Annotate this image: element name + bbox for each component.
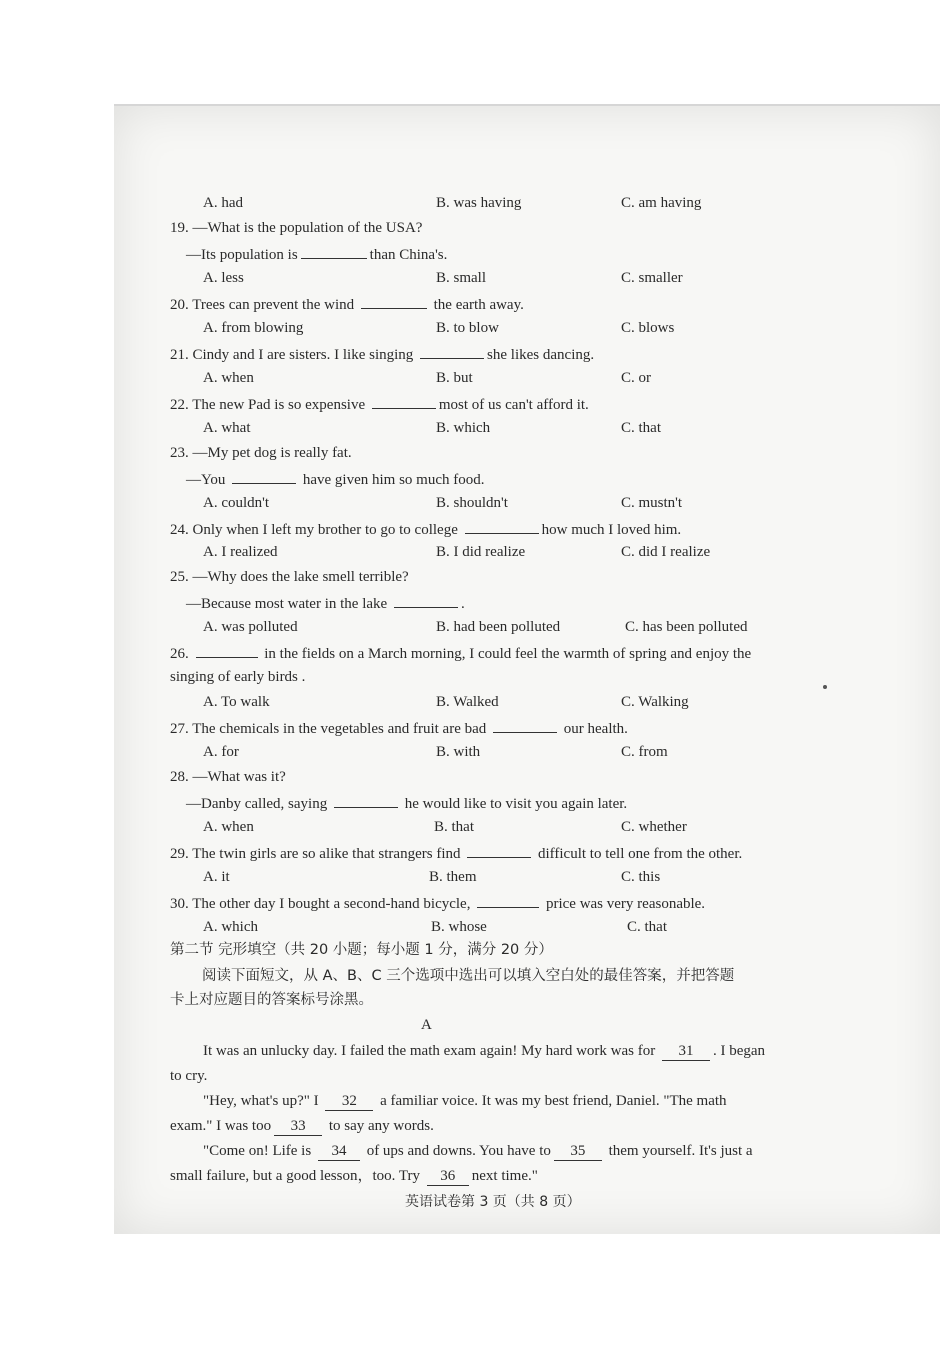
q28-response: —Danby called, saying he would like to visit you again later. [186, 793, 627, 813]
cloze-blank-31: 31 [662, 1042, 710, 1061]
answer-blank [467, 843, 531, 858]
passage-line-2: "Hey, what's up?" I 32 a familiar voice. It was my best friend, Daniel. "The math [203, 1093, 727, 1109]
q21-stem: 21. Cindy and I are sisters. I like singing she likes dancing. [170, 344, 594, 364]
q24-option-a: A. I realized [203, 544, 278, 560]
q30-option-c: C. that [627, 919, 667, 935]
q19-response: —Its population is than China's. [186, 244, 447, 264]
answer-blank [477, 893, 539, 908]
q29-stem: 29. The twin girls are so alike that strangers find difficult to tell one from the other. [170, 843, 742, 863]
q25-response: —Because most water in the lake . [186, 593, 465, 613]
q27-option-c: C. from [621, 744, 668, 760]
q28-option-c: C. whether [621, 819, 687, 835]
q19-option-c: C. smaller [621, 270, 683, 286]
answer-blank [394, 593, 458, 608]
q30-option-b: B. whose [431, 919, 487, 935]
q22-option-a: A. what [203, 420, 251, 436]
passage-line-1-cont: to cry. [170, 1068, 208, 1084]
answer-blank [196, 643, 258, 658]
cloze-blank-33: 33 [274, 1117, 322, 1136]
q23-option-b: B. shouldn't [436, 495, 508, 511]
answer-blank [465, 519, 539, 534]
passage-line-3-cont: small failure, but a good lesson，too. Try 36 next time." [170, 1168, 538, 1184]
q29-option-c: C. this [621, 869, 661, 885]
cloze-blank-36: 36 [427, 1167, 469, 1186]
q27-option-b: B. with [436, 744, 481, 760]
q24-stem: 24. Only when I left my brother to go to college how much I loved him. [170, 519, 681, 539]
q25-stem: 25. —Why does the lake smell terrible? [170, 569, 409, 585]
q20-option-a: A. from blowing [203, 320, 304, 336]
cloze-blank-32: 32 [325, 1092, 373, 1111]
q27-stem: 27. The chemicals in the vegetables and fruit are bad our health. [170, 718, 628, 738]
q28-stem: 28. —What was it? [170, 769, 286, 785]
q23-option-c: C. mustn't [621, 495, 683, 511]
q18-option-c: C. am having [621, 195, 702, 211]
answer-blank [232, 469, 296, 484]
answer-blank [334, 793, 398, 808]
q26-option-c: C. Walking [621, 694, 689, 710]
q20-stem: 20. Trees can prevent the wind the earth away. [170, 294, 524, 314]
q26-option-b: B. Walked [436, 694, 499, 710]
passage-line-1: It was an unlucky day. I failed the math exam again! My hard work was for 31 . I began [203, 1043, 766, 1059]
q23-stem: 23. —My pet dog is really fat. [170, 445, 352, 461]
section2-instruction: 阅读下面短文，从 A、B、C 三个选项中选出可以填入空白处的最佳答案，并把答题 [202, 968, 735, 984]
q23-response: —You have given him so much food. [186, 469, 484, 489]
q24-option-b: B. I did realize [436, 544, 526, 560]
q29-option-a: A. it [203, 869, 230, 885]
passage-label: A [421, 1017, 432, 1033]
q20-option-c: C. blows [621, 320, 675, 336]
q20-option-b: B. to blow [436, 320, 499, 336]
q25-option-c: C. has been polluted [625, 619, 748, 635]
q25-option-b: B. had been polluted [436, 619, 561, 635]
q23-option-a: A. couldn't [203, 495, 270, 511]
passage-line-2-cont: exam." I was too 33 to say any words. [170, 1118, 434, 1134]
q26-stem-cont: singing of early birds . [170, 669, 306, 685]
q19-option-b: B. small [436, 270, 487, 286]
q24-option-c: C. did I realize [621, 544, 711, 560]
section2-heading: 第二节 完形填空（共 20 小题；每小题 1 分，满分 20 分） [170, 942, 553, 958]
q18-option-a: A. had [203, 195, 243, 211]
section2-instruction-cont: 卡上对应题目的答案标号涂黑。 [170, 992, 373, 1008]
q26-stem: 26. in the fields on a March morning, I could feel the warmth of spring and enjoy the [170, 643, 751, 663]
q26-option-a: A. To walk [203, 694, 270, 710]
q18-option-b: B. was having [436, 195, 522, 211]
q27-option-a: A. for [203, 744, 239, 760]
passage-line-3: "Come on! Life is 34 of ups and downs. You have to 35 them yourself. It's just a [203, 1143, 753, 1159]
answer-blank [420, 344, 484, 359]
cloze-blank-34: 34 [318, 1142, 360, 1161]
q22-option-b: B. which [436, 420, 491, 436]
q30-option-a: A. which [203, 919, 258, 935]
answer-blank [361, 294, 427, 309]
q22-option-c: C. that [621, 420, 661, 436]
q21-option-a: A. when [203, 370, 254, 386]
cloze-blank-35: 35 [554, 1142, 602, 1161]
q28-option-b: B. that [434, 819, 474, 835]
q25-option-a: A. was polluted [203, 619, 298, 635]
q30-stem: 30. The other day I bought a second-hand bicycle, price was very reasonable. [170, 893, 705, 913]
q19-option-a: A. less [203, 270, 244, 286]
q19-stem: 19. —What is the population of the USA? [170, 220, 423, 236]
answer-blank [372, 394, 436, 409]
q22-stem: 22. The new Pad is so expensive most of us can't afford it. [170, 394, 589, 414]
answer-blank [301, 244, 367, 259]
answer-blank [493, 718, 557, 733]
q28-option-a: A. when [203, 819, 254, 835]
scan-speck [823, 685, 827, 689]
q21-option-c: C. or [621, 370, 651, 386]
q21-option-b: B. but [436, 370, 473, 386]
q29-option-b: B. them [429, 869, 477, 885]
page-footer: 英语试卷第 3 页（共 8 页） [405, 1194, 581, 1210]
